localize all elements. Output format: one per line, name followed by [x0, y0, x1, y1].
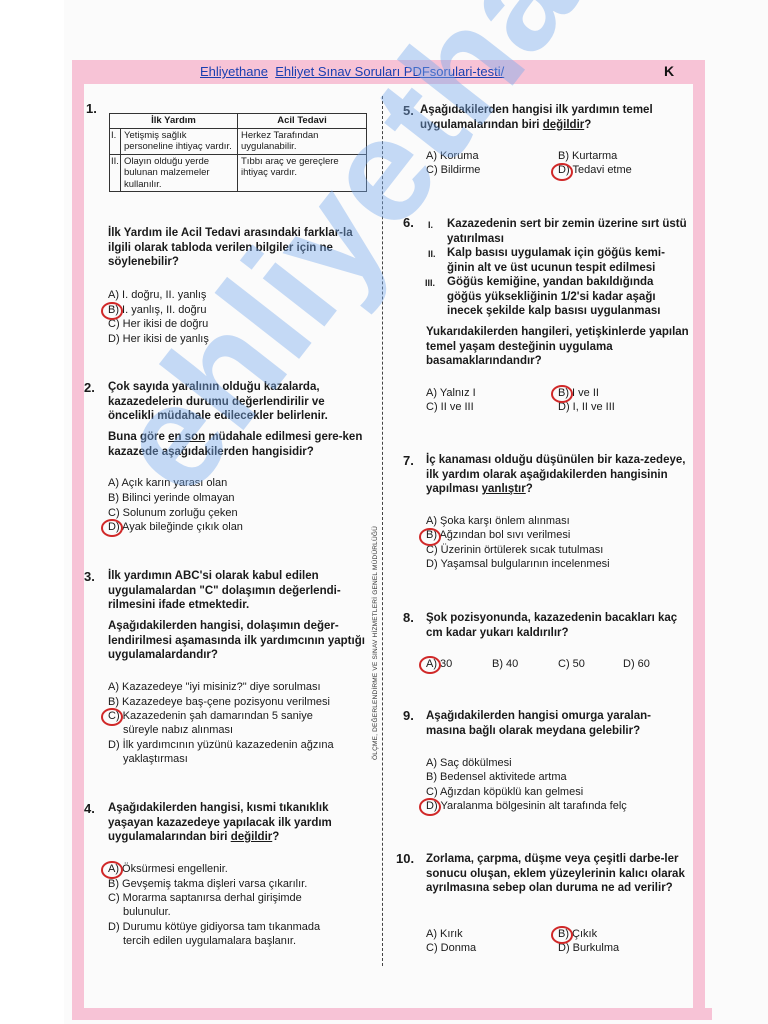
ehliyethane-link[interactable]: Ehliyethane [200, 64, 268, 79]
q6-item2-roman: II. [428, 249, 436, 259]
q2-number: 2. [84, 380, 95, 395]
left-margin [0, 0, 64, 1024]
q2-question-part1: Buna göre [108, 431, 169, 443]
q4-option-c[interactable]: C) Morarma saptanırsa derhal girişimde [108, 892, 302, 904]
bottom-pink-border [72, 1008, 712, 1020]
q10-answer-circle [551, 926, 573, 944]
q8-answer-circle [419, 656, 441, 674]
q3-text: İlk yardımın ABC'si olarak kabul edilen uygulamalardan "C" dolaşımın değerlendi-rilmesini ifade etmektedir. [108, 570, 341, 611]
q4-number: 4. [84, 801, 95, 816]
q1-row1-col1: Yetişmiş sağlık personeline ihtiyaç vardır. [121, 128, 238, 154]
q1-row2-roman: II. [110, 154, 121, 192]
q7-text-part2: ? [525, 483, 533, 495]
q8-option-d[interactable]: D) 60 [623, 658, 650, 670]
q8-option-a[interactable]: A) 30 [426, 658, 453, 670]
q3-option-c[interactable]: C) Kazazedenin şah damarından 5 saniye [108, 710, 313, 722]
q5-number: 5. [403, 103, 414, 118]
q1-row1-col2: Herkez Tarafından uygulanabilir. [238, 128, 367, 154]
q10-option-c[interactable]: C) Donma [426, 942, 477, 954]
q4-text-emphasis: değildir [230, 831, 273, 843]
q3-option-c-cont: süreyle nabız alınması [123, 724, 234, 736]
q1-row2-col1: Olayın olduğu yerde bulunan malzemeler kullanılır. [121, 154, 238, 192]
q8-text: Şok pozisyonunda, kazazedenin bacakları kaç cm kadar yukarı kaldırılır? [426, 612, 678, 639]
booklet-letter: K [664, 63, 675, 79]
q1-row2-col2: Tıbbı araç ve gereçlere ihtiyaç vardır. [238, 154, 367, 192]
q5-text-part1: Aşağıdakilerden hangisi ilk yardımın temel uygulamalarından biri [420, 104, 653, 131]
q3-number: 3. [84, 569, 95, 584]
q7-option-d[interactable]: D) Yaşamsal bulgularının incelenmesi [426, 558, 610, 570]
q4-option-d-cont: tercih edilen uygulamalara başlanır. [123, 935, 297, 947]
q5-answer-circle [551, 163, 573, 181]
q4-option-a[interactable]: A) Öksürmesi engellenir. [108, 863, 228, 875]
q10-option-a[interactable]: A) Kırık [426, 928, 463, 940]
q2-option-b[interactable]: B) Bilinci yerinde olmayan [108, 492, 235, 504]
q9-option-b[interactable]: B) Bedensel aktivitede artma [426, 771, 567, 783]
column-divider [382, 96, 383, 966]
q1-option-b[interactable]: B) I. yanlış, II. doğru [108, 304, 207, 316]
q4-text-part2: ? [272, 831, 280, 843]
q5-option-c[interactable]: C) Bildirme [426, 164, 481, 176]
exam-questions-link[interactable]: Ehliyet Sınav Soruları PDFsorulari-testi/ [275, 64, 505, 79]
q6-option-a[interactable]: A) Yalnız I [426, 387, 476, 399]
q1-option-d[interactable]: D) Her ikisi de yanlış [108, 333, 209, 345]
q7-option-a[interactable]: A) Şoka karşı önlem alınması [426, 515, 570, 527]
q4-option-b[interactable]: B) Gevşemiş takma dişleri varsa çıkarılır. [108, 878, 308, 890]
q8-number: 8. [403, 610, 414, 625]
q7-answer-circle [419, 528, 441, 546]
q1-number: 1. [86, 101, 97, 116]
q8-option-b[interactable]: B) 40 [492, 658, 519, 670]
q9-option-a[interactable]: A) Saç dökülmesi [426, 757, 512, 769]
q6-option-d[interactable]: D) I, II ve III [558, 401, 615, 413]
q9-option-d[interactable]: D) Yaralanma bölgesinin alt tarafında felç [426, 800, 627, 812]
q2-text: Çok sayıda yaralının olduğu kazalarda, kazazedelerin durumu değerlendirilir ve öncelikli müdahale edilecekler belirlenir. [108, 381, 328, 422]
q4-text-part1: Aşağıdakilerden hangisi, kısmi tıkanıklık yaşayan kazazedeye yapılacak ilk yardım uygulamalarından biri [108, 802, 332, 843]
q6-item1-roman: I. [428, 220, 434, 230]
q6-item3-text: Göğüs kemiğine, yandan bakıldığında göğüs yüksekliğinin 1/2'si kadar aşağı inecek şekilde kalp basısı uygulanması [447, 276, 661, 317]
q1-option-a[interactable]: A) I. doğru, II. yanlış [108, 289, 207, 301]
q7-number: 7. [403, 453, 414, 468]
q6-question: Yukarıdakilerden hangileri, yetişkinlerde yapılan temel yaşam desteğinin uygulama basamaklarındandır? [426, 326, 689, 367]
q2-question [108, 430, 372, 459]
q6-option-b[interactable]: B) I ve II [558, 387, 599, 399]
q1-table [109, 113, 367, 192]
q6-item3-roman: III. [425, 278, 436, 288]
q1-table-header-emergency: Acil Tedavi [238, 114, 367, 129]
q2-option-a[interactable]: A) Açık karın yarası olan [108, 477, 228, 489]
q2-answer-circle [101, 519, 123, 537]
q3-option-d[interactable]: D) İlk yardımcının yüzünü kazazedenin ağzına [108, 739, 334, 751]
q4-option-d[interactable]: D) Durumu kötüye gidiyorsa tam tıkanmada [108, 921, 321, 933]
q1-table-header-first-aid: İlk Yardım [110, 114, 238, 129]
q7-text [426, 453, 690, 497]
q9-number: 9. [403, 708, 414, 723]
q9-text: Aşağıdakilerden hangisi omurga yaralan-masına bağlı olarak meydana gelebilir? [426, 710, 651, 737]
q7-option-c[interactable]: C) Üzerinin örtülerek sıcak tutulması [426, 544, 604, 556]
side-institution-text: ÖLÇME, DEĞERLENDİRME VE SINAV HİZMETLERİ GENEL MÜDÜRLÜĞÜ [372, 525, 379, 760]
q6-item2-text: Kalp basısı uygulamak için göğüs kemi-ğinin alt ve üst ucunun tespit edilmesi [447, 247, 665, 274]
q10-text: Zorlama, çarpma, düşme veya çeşitli darbe-ler sonucu oluşan, eklem yüzeylerinin kalıcı olarak ayrılmasına sebep olan duruma ne ad verilir? [426, 853, 685, 894]
q2-question-emphasis: en son [168, 431, 206, 443]
left-pink-border [72, 62, 84, 1020]
q7-option-b[interactable]: B) Ağzından bol sıvı verilmesi [426, 529, 571, 541]
q3-option-a[interactable]: A) Kazazedeye "iyi misiniz?" diye sorulması [108, 681, 321, 693]
q2-option-d[interactable]: D) Ayak bileğinde çıkık olan [108, 521, 243, 533]
q6-number: 6. [403, 215, 414, 230]
q4-text [108, 801, 372, 845]
q9-option-c[interactable]: C) Ağızdan köpüklü kan gelmesi [426, 786, 584, 798]
q8-option-c[interactable]: C) 50 [558, 658, 585, 670]
q3-answer-circle [101, 708, 123, 726]
q10-number: 10. [396, 851, 415, 866]
q5-option-d[interactable]: D) Tedavi etme [558, 164, 632, 176]
q4-option-c-cont: bulunulur. [123, 906, 171, 918]
q2-option-c[interactable]: C) Solunum zorluğu çeken [108, 507, 238, 519]
q1-row1-roman: I. [110, 128, 121, 154]
q1-answer-circle [101, 302, 123, 320]
q10-option-d[interactable]: D) Burkulma [558, 942, 620, 954]
q1-text: İlk Yardım ile Acil Tedavi arasındaki farklar-la ilgili olarak tabloda verilen bilgiler için ne söylenebilir? [108, 227, 353, 268]
q5-option-b[interactable]: B) Kurtarma [558, 150, 618, 162]
q7-text-part1: İç kanaması olduğu düşünülen bir kaza-zedeye, ilk yardım olarak aşağıdakilerden hangisinin yapılması [426, 454, 686, 495]
q7-text-emphasis: yanlıştır [481, 483, 526, 495]
q3-option-d-cont: yaklaştırması [123, 753, 188, 765]
q4-answer-circle [101, 861, 123, 879]
q5-text [420, 103, 692, 132]
q5-option-a[interactable]: A) Koruma [426, 150, 479, 162]
q1-option-c[interactable]: C) Her ikisi de doğru [108, 318, 209, 330]
q5-text-part2: ? [584, 118, 592, 131]
q2-question-part2: müdahale edilmesi gere-ken kazazede aşağıdakilerden hangisidir? [108, 431, 363, 458]
q10-option-b[interactable]: B) Çıkık [558, 928, 598, 940]
q3-option-b[interactable]: B) Kazazedeye baş-çene pozisyonu verilmesi [108, 696, 330, 708]
q6-answer-circle [551, 385, 573, 403]
q5-text-emphasis: değildir [542, 118, 585, 131]
q6-option-c[interactable]: C) II ve III [426, 401, 474, 413]
q3-question: Aşağıdakilerden hangisi, dolaşımın değer-lendirilmesi aşamasında ilk yardımcının yaptığı uygulamalardandır? [108, 620, 365, 661]
q6-item1-text: Kazazedenin sert bir zemin üzerine sırt üstü yatırılması [447, 218, 687, 245]
header-links [200, 64, 504, 79]
q9-answer-circle [419, 798, 441, 816]
